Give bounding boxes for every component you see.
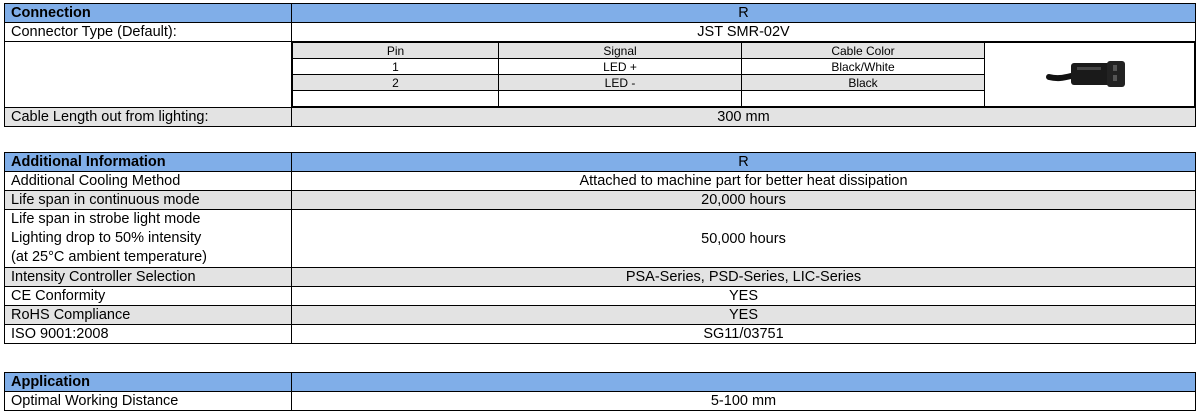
info-value: YES <box>292 287 1196 306</box>
cable-color-header: Cable Color <box>742 43 985 59</box>
info-value: 50,000 hours <box>292 210 1196 268</box>
pin-table-blank-label <box>5 42 292 108</box>
connector-type-row <box>5 23 1196 42</box>
pin-cell: 1 <box>293 59 499 75</box>
application-header-label: Application <box>5 373 292 392</box>
info-label: Intensity Controller Selection <box>5 268 292 287</box>
additional-header-value: R <box>292 153 1196 172</box>
info-value: 20,000 hours <box>292 191 1196 210</box>
info-row <box>5 191 1196 210</box>
additional-header-label: Additional Information <box>5 153 292 172</box>
cable-length-value: 300 mm <box>292 108 1196 127</box>
empty-cell <box>742 91 985 107</box>
info-label-line: Lighting drop to 50% intensity <box>11 230 202 246</box>
pin-header: Pin <box>293 43 499 59</box>
connector-image-cell <box>985 43 1195 107</box>
pin-table-cell <box>292 42 1196 108</box>
additional-header-row <box>5 153 1196 172</box>
pin-table <box>292 42 1195 107</box>
cable-color-cell: Black/White <box>742 59 985 75</box>
application-header-value <box>292 373 1196 392</box>
connector-type-label: Connector Type (Default): <box>5 23 292 42</box>
info-row <box>5 287 1196 306</box>
info-label-line: (at 25°C ambient temperature) <box>11 249 207 265</box>
connection-header-row <box>5 4 1196 23</box>
info-label-multiline <box>5 210 292 268</box>
info-label-line: Life span in strobe light mode <box>11 211 201 227</box>
info-row <box>5 268 1196 287</box>
info-label: RoHS Compliance <box>5 306 292 325</box>
info-label: Additional Cooling Method <box>5 172 292 191</box>
application-table <box>4 372 1196 411</box>
info-row <box>5 210 1196 268</box>
signal-cell: LED + <box>499 59 742 75</box>
info-row <box>5 306 1196 325</box>
info-label: Life span in continuous mode <box>5 191 292 210</box>
connection-table <box>4 3 1196 127</box>
pin-table-row <box>5 42 1196 108</box>
info-label: Optimal Working Distance <box>5 392 292 411</box>
signal-cell: LED - <box>499 75 742 91</box>
signal-header: Signal <box>499 43 742 59</box>
pin-cell: 2 <box>293 75 499 91</box>
info-label: ISO 9001:2008 <box>5 325 292 344</box>
info-value: SG11/03751 <box>292 325 1196 344</box>
connector-type-value: JST SMR-02V <box>292 23 1196 42</box>
pin-table-header <box>293 43 1195 59</box>
info-value: 5-100 mm <box>292 392 1196 411</box>
empty-cell <box>499 91 742 107</box>
cable-length-row <box>5 108 1196 127</box>
info-value: Attached to machine part for better heat dissipation <box>292 172 1196 191</box>
info-row <box>5 392 1196 411</box>
connection-header-value: R <box>292 4 1196 23</box>
application-header-row <box>5 373 1196 392</box>
info-value: YES <box>292 306 1196 325</box>
info-row <box>5 325 1196 344</box>
empty-cell <box>293 91 499 107</box>
connector-photo <box>1045 51 1135 95</box>
additional-info-table <box>4 152 1196 344</box>
info-value: PSA-Series, PSD-Series, LIC-Series <box>292 268 1196 287</box>
info-label: CE Conformity <box>5 287 292 306</box>
cable-length-label: Cable Length out from lighting: <box>5 108 292 127</box>
connection-header-label: Connection <box>5 4 292 23</box>
info-row <box>5 172 1196 191</box>
cable-color-cell: Black <box>742 75 985 91</box>
